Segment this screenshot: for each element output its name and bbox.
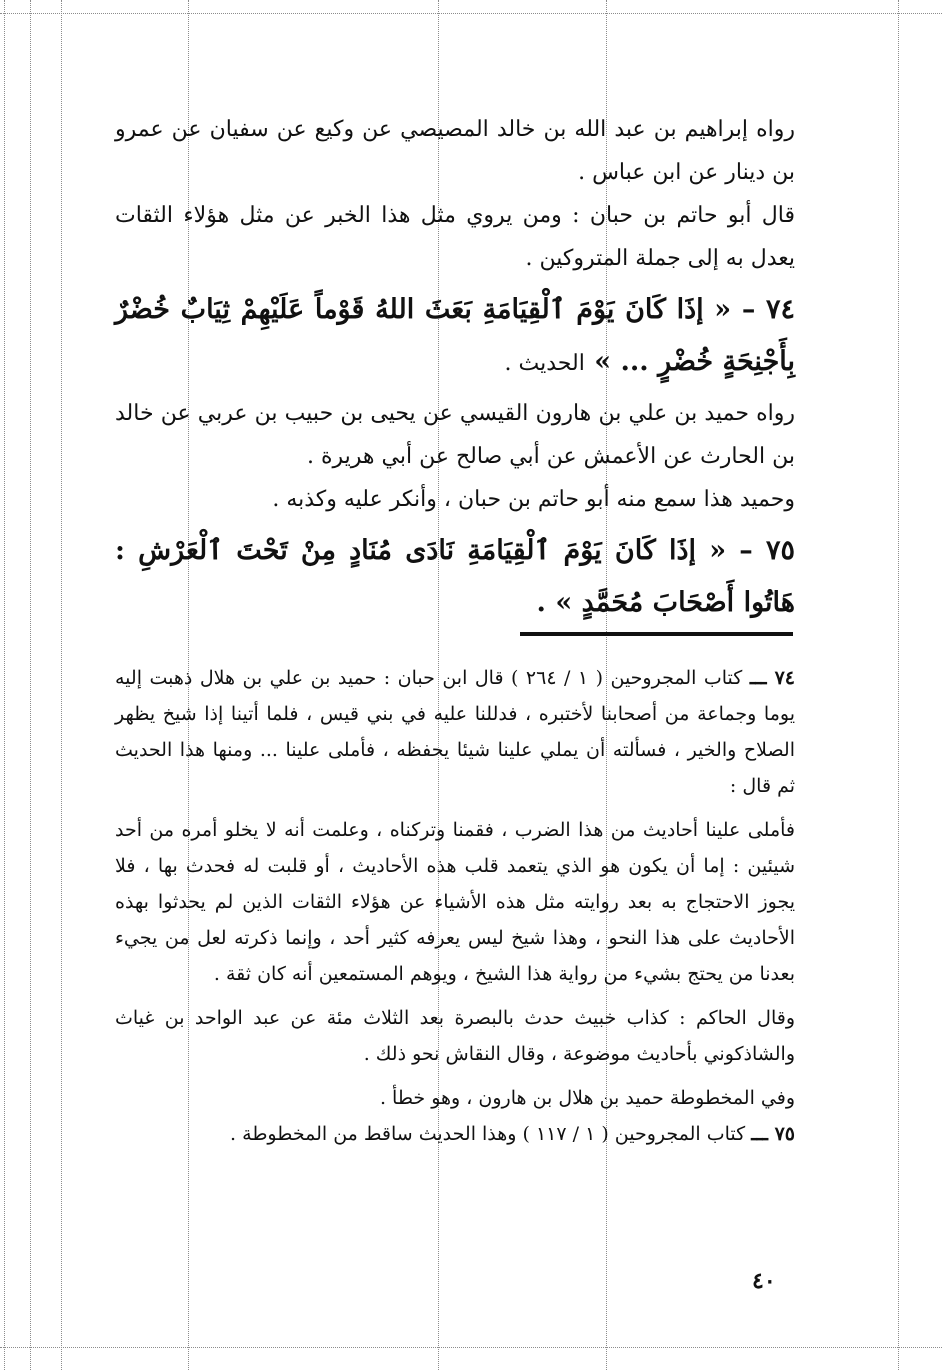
guide-line [4, 0, 5, 1370]
hadith-75-heading: ٧٥ – « إذَا كَانَ يَوْمَ ٱلْقِيَامَةِ نَادَى مُنَادٍ مِنْ تَحْتَ ٱلْعَرْشِ : هَاتُوا أَصْحَابَ مُحَمَّدٍ » . [115, 535, 795, 618]
guide-line [30, 0, 31, 1370]
footnotes [115, 660, 795, 1152]
main-text [115, 108, 795, 631]
page-number: ٤٠ [752, 1268, 776, 1294]
paragraph: رواه حميد بن علي بن هارون القيسي عن يحيى بن حبيب بن عربي عن خالد بن الحارث عن الأعمش عن أبي صالح عن أبي هريرة . [115, 401, 795, 469]
guide-line [898, 0, 899, 1370]
footnote-74 [115, 660, 795, 804]
footnote-text: كتاب المجروحين ( ١ / ١١٧ ) وهذا الحديث ساقط من المخطوطة . [230, 1123, 746, 1145]
footnote-number: ٧٥ ـــ [751, 1123, 795, 1145]
guide-line [61, 0, 62, 1370]
paragraph: وحميد هذا سمع منه أبو حاتم بن حبان ، وأنكر عليه وكذبه . [272, 487, 795, 512]
paragraph: قال أبو حاتم بن حبان : ومن يروي مثل هذا الخبر عن مثل هؤلاء الثقات يعدل به إلى جملة المتروكين . [115, 203, 795, 271]
paragraph: رواه إبراهيم بن عبد الله بن خالد المصيصي عن وكيع عن سفيان عن عمرو بن دينار عن ابن عباس . [115, 117, 795, 185]
footnote-paragraph: وقال الحاكم : كذاب خبيث حدث بالبصرة بعد الثلاث مئة عن عبد الواحد بن غياث والشاذكوني بأحاديث موضوعة ، وقال النقاش نحو ذلك . [115, 1007, 795, 1065]
footnote-paragraph: وفي المخطوطة حميد بن هلال بن هارون ، وهو خطأ . [379, 1087, 795, 1109]
hadith-tail: الحديث . [504, 351, 585, 376]
footnote-separator [520, 632, 793, 636]
footnote-text: كتاب المجروحين ( ١ / ٢٦٤ ) قال ابن حبان : حميد بن علي بن هلال ذهبت إليه يوما وجماعة من أصحابنا لأختبره ، فدللنا عليه في بني قيس ، فلما أتينا إذا شيخ يظهر الصلاح والخير ، فسألته أن يملي علينا شيئا يحفظه ، فأملى علينا ... ومنها هذا الحديث ثم قال : [115, 667, 795, 797]
footnote-number: ٧٤ ـــ [749, 667, 795, 689]
hadith-74-heading [115, 284, 795, 390]
footnote-paragraph: فأملى علينا أحاديث من هذا الضرب ، فقمنا وتركناه ، وعلمت أنه لا يخلو أمره من أحد شيئين : إما أن يكون هو الذي يتعمد قلب هذه الأحاديث ، أو قلبت له فحدث بها ، فلا يجوز الاحتجاج به بعد روايته مثل هذه الأشياء عن هؤلاء الثقات الذين لم يحدثوا بهذه الأحاديث على هذا النحو ، وهذا شيخ ليس يعرفه كثير أحد ، وإنما ذكرته لعل من يجيء بعدنا من يحتج بشيء من رواية هذا الشيخ ، ويوهم المستمعين أنه كان ثقة . [115, 819, 795, 985]
guide-line [0, 1347, 942, 1348]
hadith-text: ٧٤ – « إذَا كَانَ يَوْمَ ٱلْقِيَامَةِ بَعَثَ اللهُ قَوْماً عَلَيْهِمْ ثِيَابٌ خُضْرٌ بِأَجْنِحَةٍ خُضْرٍ ... » [115, 294, 795, 377]
guide-line [0, 13, 942, 14]
footnote-75 [115, 1116, 795, 1152]
